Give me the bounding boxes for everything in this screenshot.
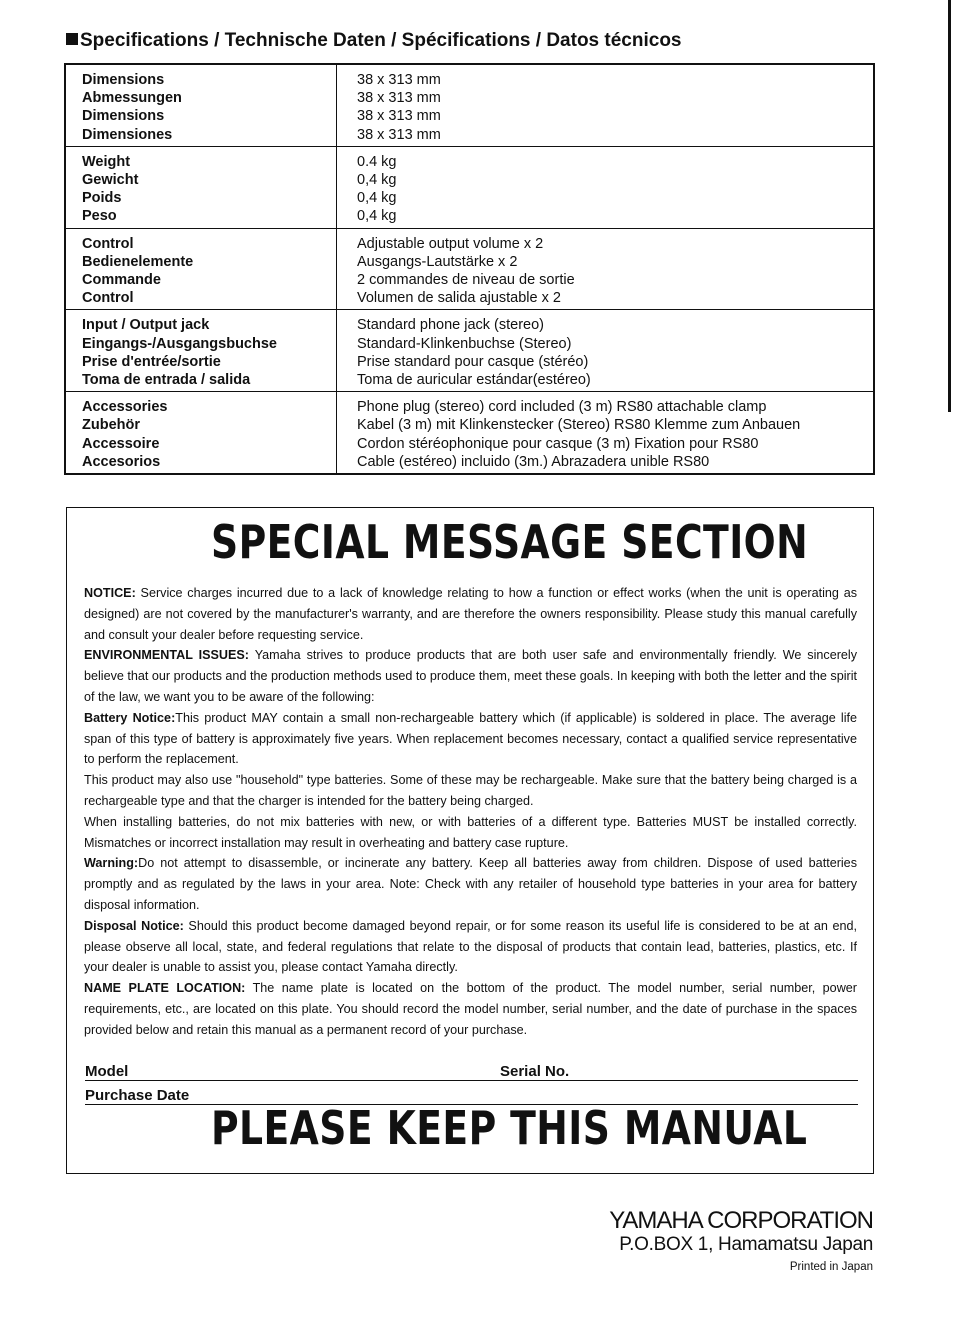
spec-value: Cable (estéreo) incluido (3m.) Abrazadera unible RS80 [357, 453, 710, 470]
square-bullet-icon [66, 33, 78, 45]
spec-row-accessories [65, 392, 874, 474]
spec-value: Phone plug (stereo) cord included (3 m) RS80 attachable clamp [357, 399, 767, 416]
spec-label-cell [65, 228, 337, 310]
spec-label: Eingangs-/Ausgangsbuchse [82, 335, 277, 352]
nameplate-heading: NAME PLATE LOCATION: [84, 981, 246, 996]
notice-paragraph [84, 583, 857, 645]
spec-value: Kabel (3 m) mit Klinkenstecker (Stereo) RS80 Klemme zum Anbauen [357, 417, 801, 434]
disposal-paragraph [84, 916, 857, 978]
disposal-heading: Disposal Notice: [84, 918, 184, 933]
spec-value: Toma de auricular estándar(estéreo) [357, 372, 591, 389]
spec-label: Dimensions [82, 108, 165, 125]
spec-row-io-jack [65, 310, 874, 392]
spec-value: 0,4 kg [357, 208, 397, 225]
spec-value: Volumen de salida ajustable x 2 [357, 290, 561, 307]
spec-label-cell [65, 392, 337, 474]
spec-value: 38 x 313 mm [357, 72, 441, 88]
spec-value-cell [337, 228, 875, 310]
spec-label: Commande [82, 272, 161, 289]
spec-row-weight [65, 146, 874, 228]
spec-value: Cordon stéréophonique pour casque (3 m) Fixation pour RS80 [357, 435, 759, 452]
spec-label-cell [65, 64, 337, 146]
spec-value: Standard-Klinkenbuchse (Stereo) [357, 335, 572, 352]
spec-label: Peso [82, 208, 117, 225]
spec-value: 38 x 313 mm [357, 108, 441, 125]
model-label: Model [85, 1063, 129, 1080]
spec-value-cell [337, 392, 875, 474]
spec-label: Control [82, 290, 134, 307]
environmental-heading: ENVIRONMENTAL ISSUES: [84, 648, 249, 663]
spec-value-cell [337, 64, 875, 146]
spec-table [64, 63, 875, 475]
spec-value-cell [337, 146, 875, 228]
spec-label: Abmessungen [82, 90, 182, 107]
spec-label: Dimensions [82, 72, 165, 88]
battery-heading: Battery Notice: [84, 710, 176, 725]
corporation-name: YAMAHA CORPORATION [609, 1207, 873, 1234]
spec-label-cell [65, 146, 337, 228]
spec-label: Accesorios [82, 453, 161, 470]
spec-label: Weight [82, 153, 131, 170]
installing-paragraph: When installing batteries, do not mix batteries with new, or with batteries of a different type. Batteries MUST be installed correctly. Mismatches or incorrect installation may result in overheating and battery case rupture. [84, 814, 857, 850]
spec-heading-text: Specifications / Technische Daten / Spécifications / Datos técnicos [80, 30, 682, 51]
household-paragraph: This product may also use "household" type batteries. Some of these may be rechargeable. Make sure that the battery being charged is a rechargeable type and that the charger is intended for the battery being charged. [84, 773, 857, 808]
spec-value: Ausgangs-Lautstärke x 2 [357, 253, 518, 270]
spec-value: 0.4 kg [357, 153, 397, 170]
spec-value: 0,4 kg [357, 172, 397, 189]
battery-paragraph [84, 708, 857, 770]
spec-label: Toma de entrada / salida [82, 372, 251, 389]
battery-text: This product MAY contain a small non-rechargeable battery which (if applicable) is soldered in place. The average life span of this type of battery is approximately five years. When replacement becomes necessary, contact a qualified service representative to perform the replacement. [84, 710, 858, 767]
spec-row-control [65, 228, 874, 310]
serial-label: Serial No. [500, 1063, 570, 1080]
spec-label: Input / Output jack [82, 317, 210, 334]
special-message-body [84, 583, 857, 1041]
purchase-date-label: Purchase Date [85, 1087, 190, 1104]
corporation-address: P.O.BOX 1, Hamamatsu Japan [619, 1234, 873, 1255]
spec-heading [66, 30, 682, 52]
notice-heading: NOTICE: [84, 586, 136, 600]
special-message-title: SPECIAL MESSAGE SECTION [211, 515, 809, 569]
warning-paragraph [84, 853, 857, 915]
spec-value: Prise standard pour casque (stéréo) [357, 353, 589, 370]
spec-value: 38 x 313 mm [357, 90, 441, 107]
spec-label: Bedienelemente [82, 253, 194, 270]
warning-heading: Warning: [84, 856, 139, 871]
environmental-text: Yamaha strives to produce products that are both user safe and environmentally friendly. We sincerely believe that our products and the production methods used to produce them, meet these goals. In keeping with both the letter and the spirit of the law, we want you to be aware of the following: [84, 648, 857, 704]
spec-value: Adjustable output volume x 2 [357, 235, 544, 252]
disposal-text: Should this product become damaged beyond repair, or for some reason its useful life is considered to be at an end, please observe all local, state, and federal regulations that relate to the disposal of products that contain lead, batteries, plastics, etc. If your dealer is unable to assist you, please contact Yamaha directly. [84, 918, 857, 975]
environmental-paragraph [84, 645, 857, 707]
spec-value: 0,4 kg [357, 190, 397, 207]
spec-value: 38 x 313 mm [357, 126, 441, 143]
model-serial-line[interactable] [85, 1080, 858, 1081]
spec-label: Poids [82, 190, 122, 207]
spec-label: Gewicht [82, 172, 139, 189]
spec-value: 2 commandes de niveau de sortie [357, 272, 575, 289]
spec-label: Dimensiones [82, 126, 173, 143]
nameplate-text: The name plate is located on the bottom of the product. The model number, serial number, power requirements, etc., are located on this plate. You should record the model number, serial number, and the date of purchase in the spaces provided below and retain this manual as a permanent record of your purchase. [84, 981, 857, 1037]
spec-label: Prise d'entrée/sortie [82, 353, 221, 370]
spec-label: Accessoire [82, 435, 160, 452]
keep-manual-title: PLEASE KEEP THIS MANUAL [211, 1101, 808, 1155]
nameplate-paragraph [84, 978, 857, 1040]
spec-label: Control [82, 235, 134, 252]
spec-label: Accessories [82, 399, 168, 416]
spec-value-cell [337, 310, 875, 392]
spec-row-dimensions [65, 64, 874, 146]
notice-text: Service charges incurred due to a lack of knowledge relating to how a function or effect works (when the unit is operating as designed) are not covered by the manufacturer's warranty, and are therefore the owners responsibility. Please study this manual carefully and consult your dealer before requesting service. [84, 586, 857, 642]
margin-rule [948, 0, 951, 412]
printed-in: Printed in Japan [789, 1261, 873, 1273]
warning-text: Do not attempt to disassemble, or incinerate any battery. Keep all batteries away from children. Dispose of used batteries promptly and as regulated by the laws in your area. Note: Check with any retailer of household type batteries in your area for battery disposal information. [84, 856, 857, 912]
spec-label: Zubehör [82, 417, 140, 434]
spec-value: Standard phone jack (stereo) [357, 317, 544, 334]
spec-label-cell [65, 310, 337, 392]
